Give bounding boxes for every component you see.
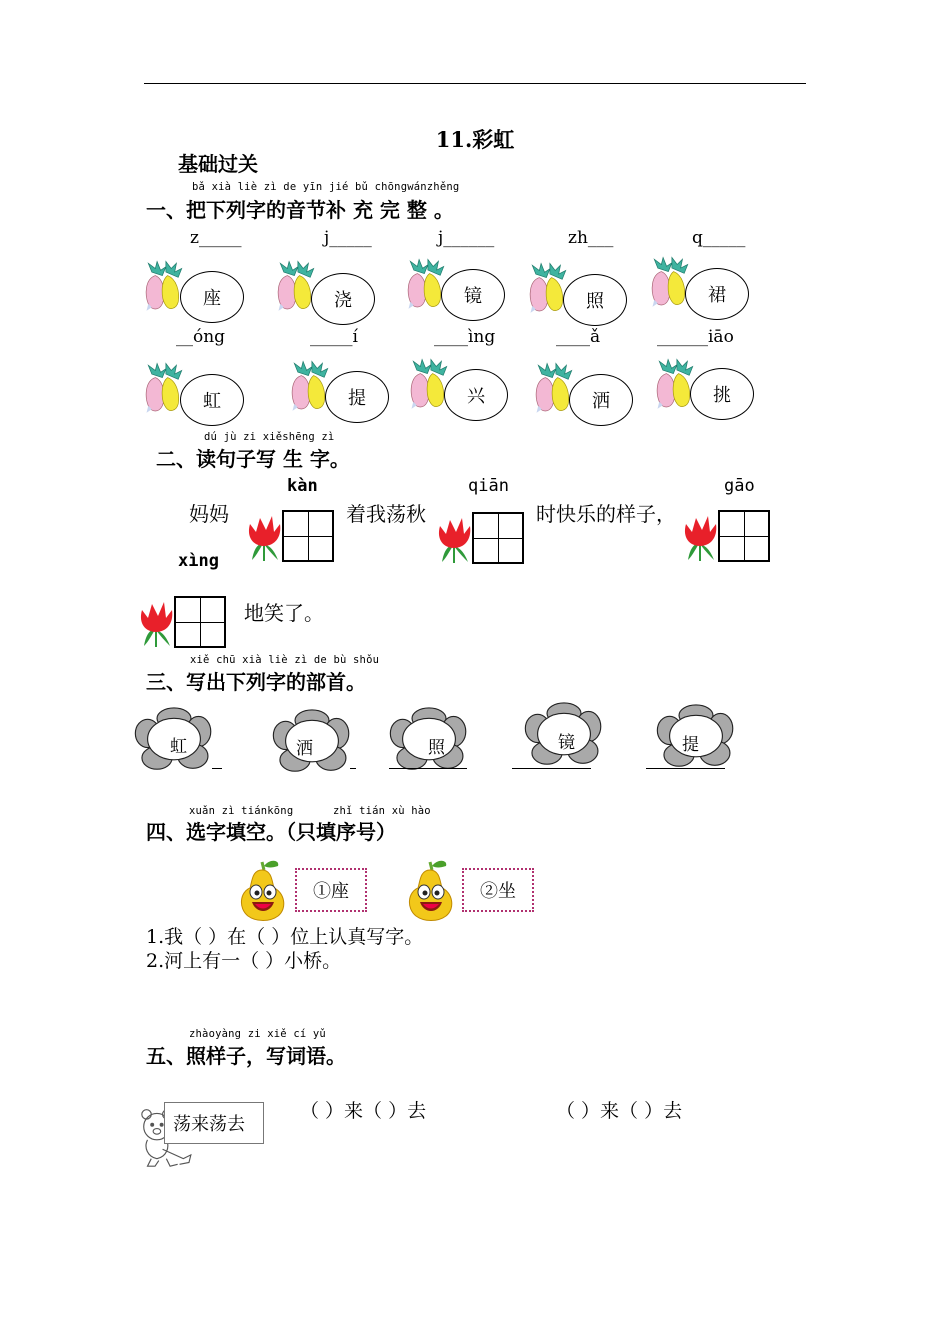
char-oval: [441, 269, 505, 321]
section4-heading: 四、选字填空。（只填序号）: [146, 820, 396, 844]
answer-line[interactable]: [389, 768, 467, 769]
section5-heading: 五、照样子，写词语。: [146, 1044, 346, 1068]
char: 兴: [467, 386, 485, 407]
char: 浇: [334, 290, 352, 311]
blank-2[interactable]: j_____: [324, 228, 372, 248]
section5-pinyin: zhàoyàng zi xiě cí yǔ: [189, 1028, 326, 1040]
char-oval: [563, 274, 627, 326]
answer-line[interactable]: [512, 768, 591, 769]
blank-6[interactable]: __óng: [176, 327, 226, 347]
sample-word: 荡来荡去: [173, 1114, 245, 1135]
fruit-icon: [143, 256, 187, 318]
tulip-icon: [136, 598, 176, 648]
option-1: ①座: [313, 881, 349, 902]
flower-char: 照: [428, 738, 445, 758]
section1-pinyin: bǎ xià liè zì de yīn jié bǔ chōngwánzhěng: [192, 181, 460, 193]
pear-icon: [402, 858, 458, 922]
blank-3[interactable]: j______: [438, 228, 495, 248]
char: 虹: [203, 391, 221, 412]
answer-line[interactable]: [350, 768, 356, 769]
flower-char: 提: [682, 735, 699, 755]
pinyin-qian: qiān: [468, 476, 509, 496]
top-rule: [144, 83, 806, 84]
pinyin-xing: xìng: [178, 551, 219, 571]
pinyin-gao: gāo: [724, 476, 755, 496]
option-frame-1: [295, 868, 367, 912]
blank-10[interactable]: ______iāo: [657, 327, 734, 347]
fruit-icon: [143, 358, 187, 420]
word-blank-2[interactable]: （ ）来（ ）去: [556, 1100, 683, 1122]
char: 裙: [708, 285, 726, 306]
char: 挑: [713, 385, 731, 406]
char-oval: [180, 374, 244, 426]
char-oval: [444, 369, 508, 421]
answer-line[interactable]: [646, 768, 725, 769]
question-line-1[interactable]: 1.我（ ）在（ ）位上认真写字。: [146, 926, 424, 948]
sentence-part-4: 地笑了。: [244, 601, 324, 625]
section1-heading: 一、把下列字的音节补 充 完 整 。: [146, 198, 454, 222]
blank-8[interactable]: ____ìng: [434, 327, 496, 347]
section2-pinyin: dú jù zi xiěshēng zì: [204, 431, 335, 443]
option-frame-2: [462, 868, 534, 912]
tulip-icon: [434, 514, 474, 564]
char-oval: [311, 273, 375, 325]
char: 照: [586, 291, 604, 312]
char-oval: [180, 271, 244, 323]
blank-1[interactable]: z_____: [190, 228, 242, 248]
sentence-part-2: 着我荡秋: [346, 502, 426, 526]
blank-4[interactable]: zh___: [568, 228, 614, 248]
pear-icon: [234, 858, 290, 922]
tian-grid-2[interactable]: [472, 512, 524, 564]
fruit-icon: [649, 252, 693, 314]
question-line-2[interactable]: 2.河上有一（ ）小桥。: [146, 950, 342, 972]
char: 镜: [464, 286, 482, 307]
subtitle: 基础过关: [178, 152, 258, 176]
section4-pinyin-1: xuǎn zì tiánkōng: [189, 805, 294, 817]
blank-7[interactable]: _____í: [310, 327, 358, 347]
section3-pinyin: xiě chū xià liè zì de bù shǒu: [190, 654, 380, 666]
tian-grid-3[interactable]: [718, 510, 770, 562]
blank-5[interactable]: q_____: [692, 228, 746, 248]
tulip-icon: [680, 512, 720, 562]
tulip-icon: [244, 512, 284, 562]
flower-char: 虹: [170, 737, 187, 757]
char-oval: [690, 368, 754, 420]
flower-char: 镜: [558, 733, 575, 753]
blank-9[interactable]: ____ǎ: [556, 327, 601, 347]
word-blank-1[interactable]: （ ）来（ ）去: [300, 1100, 427, 1122]
sentence-part-3: 时快乐的样子，: [536, 502, 676, 526]
tian-grid-4[interactable]: [174, 596, 226, 648]
char-oval: [325, 371, 389, 423]
answer-line[interactable]: [212, 768, 222, 769]
tian-grid-1[interactable]: [282, 510, 334, 562]
char: 座: [203, 288, 221, 309]
sentence-part-1: 妈妈: [189, 502, 229, 526]
fruit-icon: [533, 358, 577, 420]
section2-heading: 二、读句子写 生 字。: [156, 447, 350, 471]
sample-word-box: [164, 1102, 264, 1144]
char: 提: [348, 388, 366, 409]
section3-heading: 三、写出下列字的部首。: [146, 670, 366, 694]
char-oval: [569, 374, 633, 426]
option-2: ②坐: [480, 881, 516, 902]
char-oval: [685, 268, 749, 320]
flower-char: 洒: [296, 739, 313, 759]
char: 洒: [592, 391, 610, 412]
section4-pinyin-2: zhǐ tián xù hào: [333, 805, 431, 817]
pinyin-kan: kàn: [287, 476, 318, 496]
fruit-icon: [527, 258, 571, 320]
page-title: 11.彩虹: [435, 127, 515, 152]
